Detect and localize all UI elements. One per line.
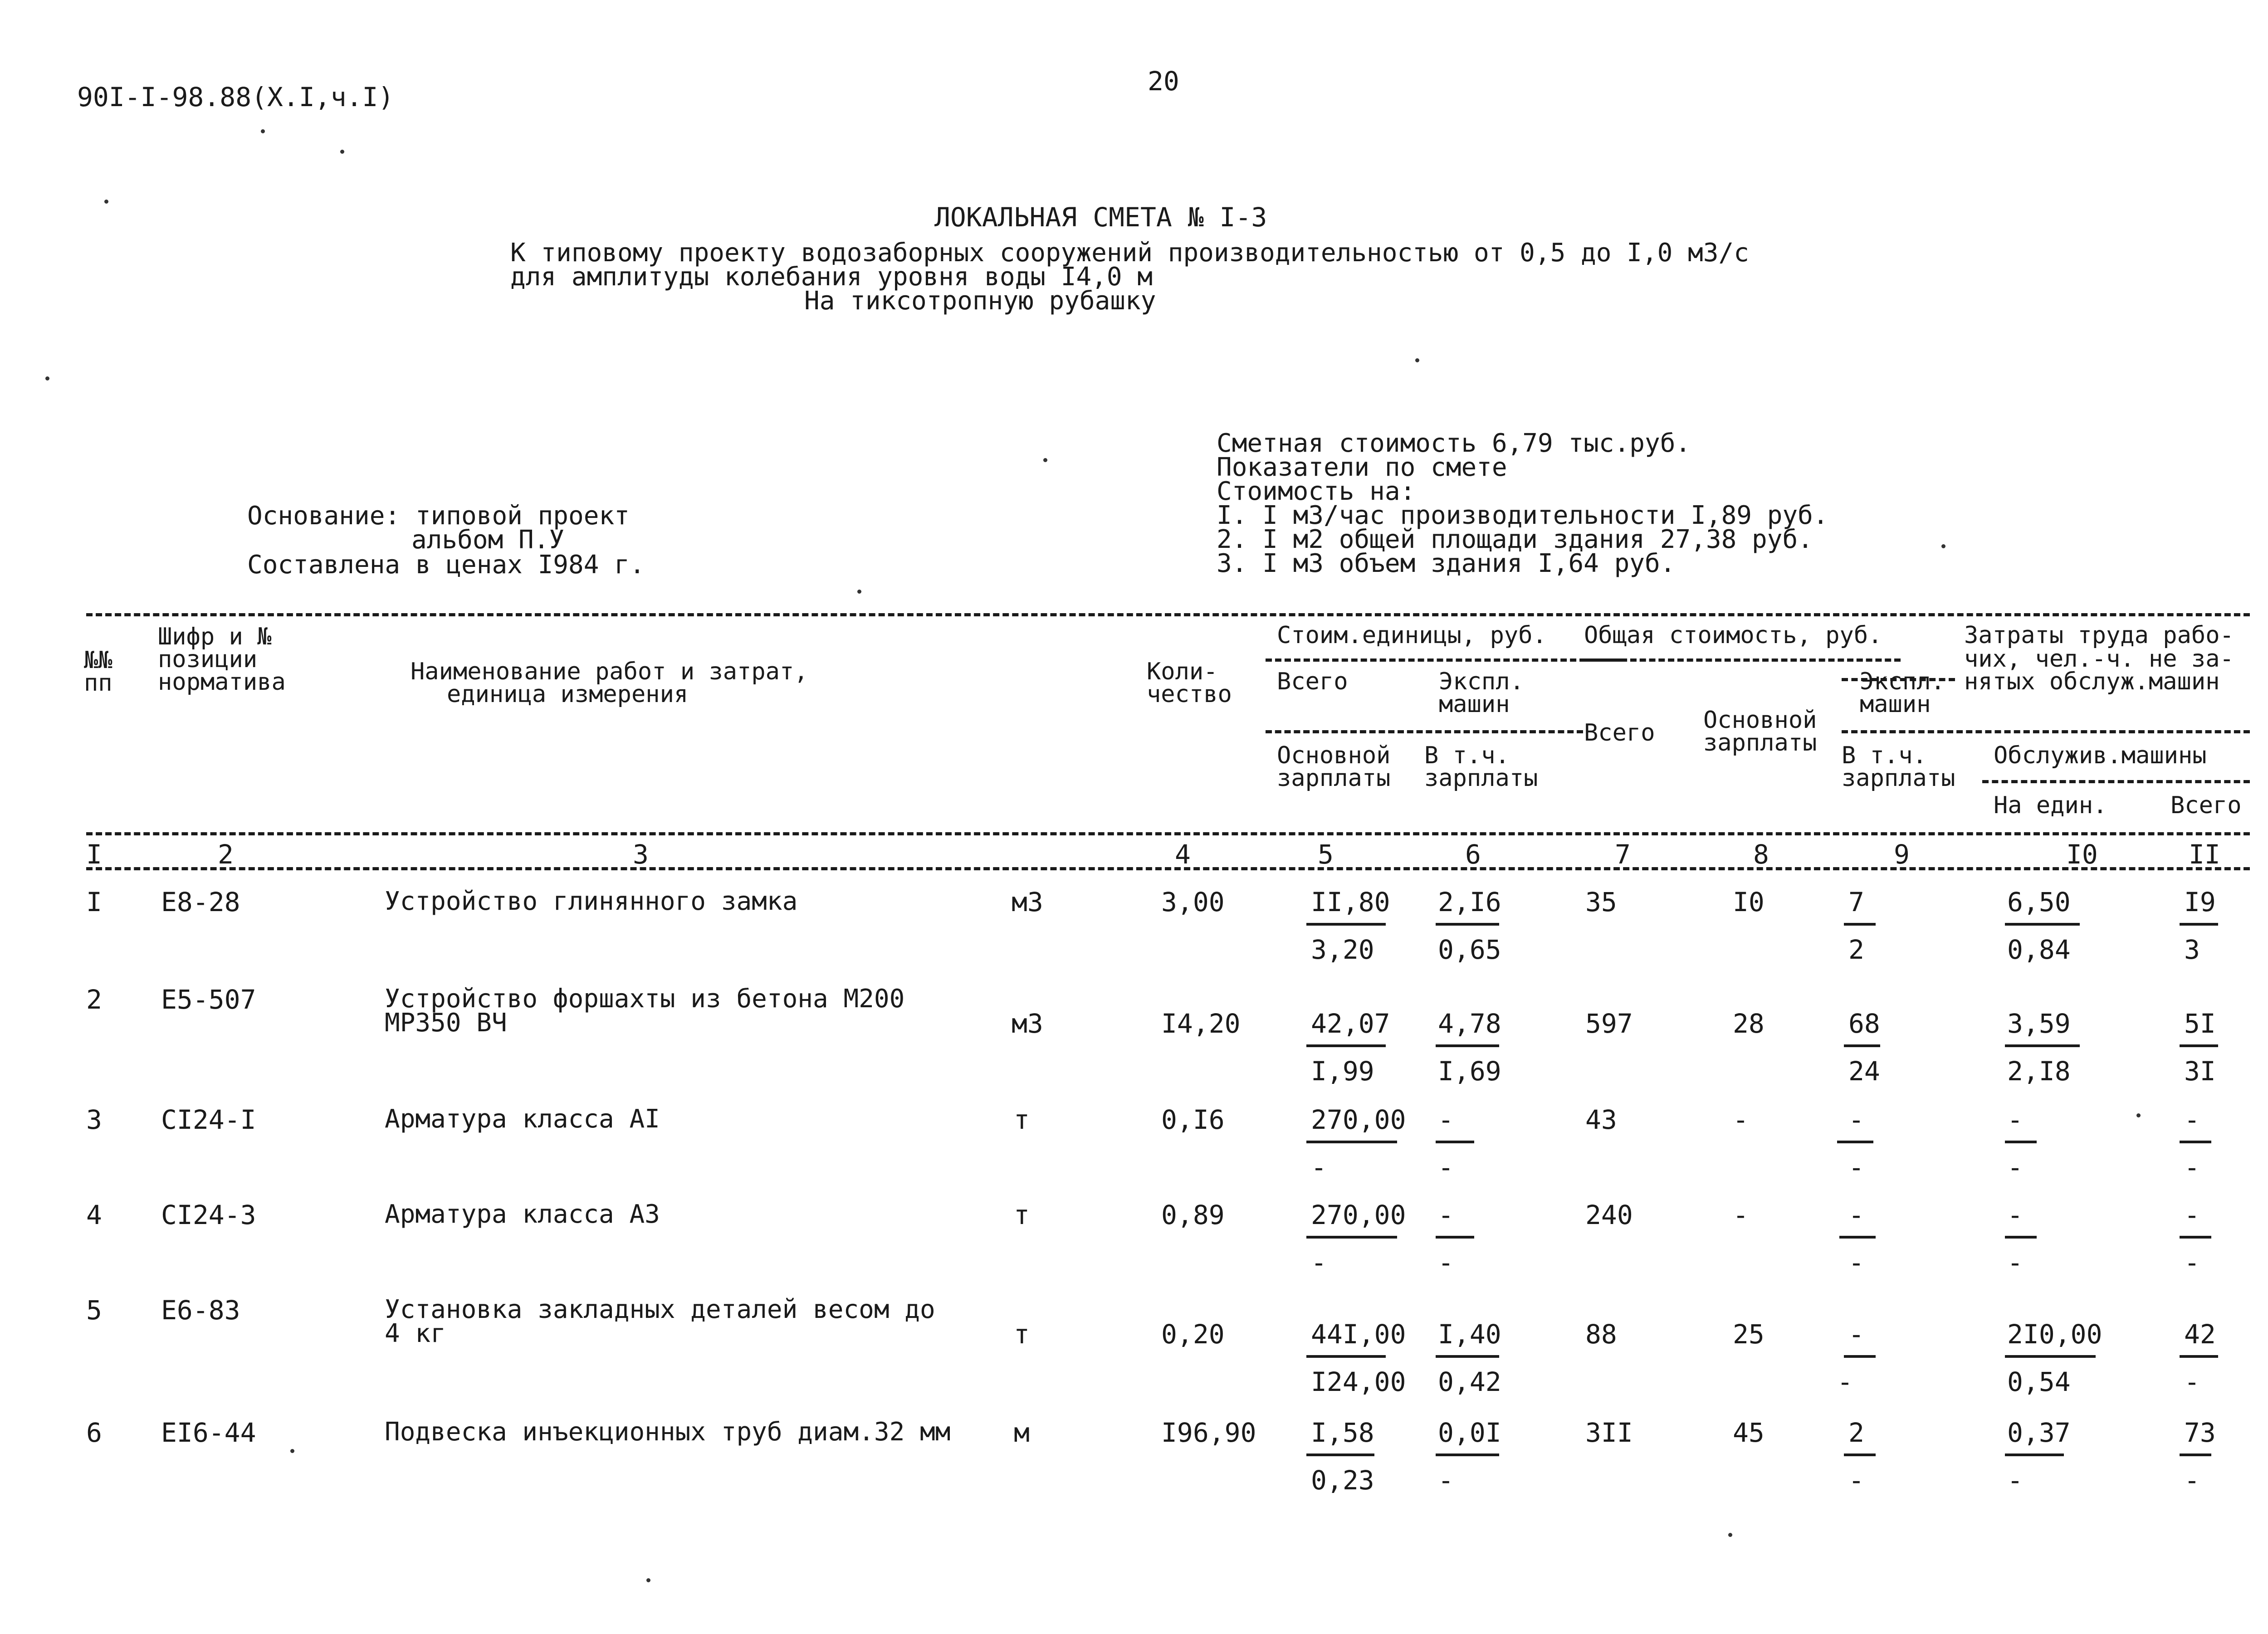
fraction-bar bbox=[2180, 1044, 2218, 1047]
fraction-bar bbox=[2180, 1355, 2218, 1358]
total-salary: I0 bbox=[1733, 887, 1765, 917]
labor-total-machines: 3 bbox=[2184, 934, 2200, 965]
header-unit-incl-2: зарплаты bbox=[1424, 765, 1538, 792]
labor-total-machines: 3I bbox=[2184, 1056, 2216, 1087]
scan-speck bbox=[45, 376, 49, 380]
labor-total-machines: - bbox=[2184, 1465, 2200, 1496]
fraction-bar bbox=[1436, 923, 1499, 926]
header-code-1: Шифр и № bbox=[158, 623, 272, 650]
header-total-cost: Общая стоимость, руб. bbox=[1584, 622, 1882, 649]
row-number: 5 bbox=[86, 1295, 102, 1326]
row-unit: т bbox=[1014, 1319, 1030, 1350]
total-cost: 240 bbox=[1585, 1200, 1633, 1230]
fraction-bar bbox=[1844, 1044, 1880, 1047]
fraction-bar bbox=[2005, 1454, 2064, 1456]
header-name-1: Наименование работ и затрат, bbox=[411, 658, 808, 685]
header-qty-1: Коли- bbox=[1147, 658, 1218, 685]
row-name: Устройство форшахты из бетона М200 bbox=[385, 984, 905, 1014]
header-unit-salary-1: Основной bbox=[1277, 742, 1391, 769]
colnum-5: 5 bbox=[1318, 839, 1334, 870]
unit-cost-machines: 2,I6 bbox=[1438, 887, 1501, 917]
row-qty: 3,00 bbox=[1161, 887, 1225, 917]
unit-cost-salary: - bbox=[1311, 1152, 1327, 1183]
labor-total: 73 bbox=[2184, 1417, 2216, 1448]
total-cost: 88 bbox=[1585, 1319, 1617, 1350]
header-name-2: единица измерения bbox=[447, 681, 689, 708]
labor-serv-rule bbox=[1982, 780, 2250, 783]
fraction-bar bbox=[1844, 1454, 1876, 1456]
total-machines: 2 bbox=[1848, 1417, 1864, 1448]
row-qty: 0,89 bbox=[1161, 1200, 1225, 1230]
labor-total-machines: - bbox=[2184, 1247, 2200, 1278]
header-num-1: №№ bbox=[84, 647, 112, 674]
scan-speck bbox=[290, 1449, 294, 1453]
labor-per-unit: 0,37 bbox=[2007, 1417, 2071, 1448]
row-name: Арматура класса А3 bbox=[385, 1200, 660, 1229]
labor-total: - bbox=[2184, 1200, 2200, 1230]
row-name: Установка закладных деталей весом до bbox=[385, 1295, 935, 1324]
header-total-mach-2: машин bbox=[1860, 691, 1931, 718]
header-total-salary-1: Основной bbox=[1703, 707, 1817, 734]
fraction-bar bbox=[1436, 1044, 1499, 1047]
header-qty-2: чество bbox=[1147, 681, 1232, 708]
header-total-mach-1: Экспл. bbox=[1860, 668, 1945, 695]
header-labor-2: чих, чел.-ч. не за- bbox=[1964, 645, 2234, 673]
unit-cost-machines: - bbox=[1438, 1200, 1454, 1230]
total-cost: 35 bbox=[1585, 887, 1617, 917]
fraction-bar bbox=[1436, 1355, 1499, 1358]
cost-per-area: 2. I м2 общей площади здания 27,38 руб. bbox=[1217, 525, 1813, 554]
total-machines-salary: - bbox=[1837, 1366, 1853, 1397]
colnum-rule bbox=[86, 867, 2250, 870]
row-code: Е8-28 bbox=[161, 887, 240, 917]
scan-speck bbox=[857, 590, 861, 594]
row-number: 4 bbox=[86, 1200, 102, 1230]
project-line: К типовому проекту водозаборных сооружений производительностью от 0,5 до I,0 м3/с bbox=[510, 238, 1749, 268]
total-cost-rule bbox=[1583, 658, 1901, 662]
row-unit: т bbox=[1014, 1200, 1030, 1230]
total-machines-salary: - bbox=[1848, 1152, 1864, 1183]
unit-cost-total: II,80 bbox=[1311, 887, 1390, 917]
fraction-bar bbox=[2005, 1044, 2080, 1047]
fraction-bar bbox=[2005, 923, 2080, 926]
fraction-bar bbox=[1839, 1236, 1876, 1239]
unit-cost-machines: - bbox=[1438, 1104, 1454, 1135]
total-machines-salary: - bbox=[1848, 1465, 1864, 1496]
header-code-3: норматива bbox=[158, 668, 286, 696]
estimate-heading: ЛОКАЛЬНАЯ СМЕТА № I-3 bbox=[934, 202, 1267, 233]
fraction-bar bbox=[1844, 923, 1876, 926]
fraction-bar bbox=[2005, 1141, 2037, 1143]
scan-speck bbox=[1941, 544, 1945, 548]
colnum-3: 3 bbox=[633, 839, 649, 870]
total-machines: 68 bbox=[1848, 1008, 1880, 1039]
row-name-cont: МР350 ВЧ bbox=[385, 1008, 507, 1038]
total-machines: - bbox=[1848, 1319, 1864, 1350]
total-cost: 3II bbox=[1585, 1417, 1633, 1448]
total-salary: 28 bbox=[1733, 1008, 1765, 1039]
labor-per-unit-machines: - bbox=[2007, 1247, 2023, 1278]
fraction-bar bbox=[1837, 1141, 1873, 1143]
unit-cost-machines-salary: I,69 bbox=[1438, 1056, 1501, 1087]
header-total-incl-2: зарплаты bbox=[1842, 765, 1955, 792]
row-code: ЕI6-44 bbox=[161, 1417, 256, 1448]
scan-speck bbox=[2136, 1113, 2141, 1117]
fraction-bar bbox=[1306, 1236, 1397, 1239]
unit-cost-rule bbox=[1266, 658, 1624, 662]
fraction-bar bbox=[1306, 1141, 1397, 1143]
unit-cost-total: 42,07 bbox=[1311, 1008, 1390, 1039]
row-number: 6 bbox=[86, 1417, 102, 1448]
row-name: Устройство глинянного замка bbox=[385, 887, 798, 916]
labor-per-unit: - bbox=[2007, 1200, 2023, 1230]
fraction-bar bbox=[2005, 1355, 2096, 1358]
header-bottom-rule bbox=[86, 832, 2250, 835]
total-machines-salary: 24 bbox=[1848, 1056, 1880, 1087]
labor-per-unit-machines: 0,54 bbox=[2007, 1366, 2071, 1397]
header-total-all: Всего bbox=[1584, 719, 1655, 746]
total-machines: 7 bbox=[1848, 887, 1864, 917]
row-code: Е5-507 bbox=[161, 984, 256, 1015]
row-code: СI24-3 bbox=[161, 1200, 256, 1230]
cost-per-label: Стоимость на: bbox=[1217, 477, 1416, 506]
row-qty: 0,I6 bbox=[1161, 1104, 1225, 1135]
colnum-1: I bbox=[86, 839, 102, 870]
album-line: альбом П.У bbox=[411, 525, 565, 555]
row-qty: I96,90 bbox=[1161, 1417, 1256, 1448]
fraction-bar bbox=[1306, 1044, 1386, 1047]
row-name: Арматура класса АI bbox=[385, 1104, 660, 1134]
row-unit: м bbox=[1014, 1417, 1030, 1448]
unit-cost-total: 44I,00 bbox=[1311, 1319, 1406, 1350]
labor-total: - bbox=[2184, 1104, 2200, 1135]
colnum-2: 2 bbox=[218, 839, 234, 870]
scan-speck bbox=[1728, 1533, 1732, 1537]
header-unit-cost: Стоим.единицы, руб. bbox=[1277, 622, 1547, 649]
total-machines: - bbox=[1848, 1200, 1864, 1230]
scan-speck bbox=[340, 150, 344, 154]
labor-per-unit: 2I0,00 bbox=[2007, 1319, 2102, 1350]
scan-speck bbox=[646, 1578, 650, 1582]
header-labor-1: Затраты труда рабо- bbox=[1964, 622, 2234, 649]
row-unit: т bbox=[1014, 1104, 1030, 1135]
colnum-7: 7 bbox=[1615, 839, 1631, 870]
labor-total: 42 bbox=[2184, 1319, 2216, 1350]
header-labor-serv: Обслужив.машины bbox=[1994, 742, 2207, 769]
unit-cost-machines-salary: - bbox=[1438, 1247, 1454, 1278]
prices-line: Составлена в ценах I984 г. bbox=[247, 550, 645, 580]
unit-cost-machines: 4,78 bbox=[1438, 1008, 1501, 1039]
header-unit-mach-1: Экспл. bbox=[1439, 668, 1524, 695]
row-number: I bbox=[86, 887, 102, 917]
unit-cost-salary: 3,20 bbox=[1311, 934, 1374, 965]
colnum-4: 4 bbox=[1175, 839, 1191, 870]
colnum-10: I0 bbox=[2066, 839, 2098, 870]
fraction-bar bbox=[1306, 923, 1386, 926]
header-labor-3: нятых обслуж.машин bbox=[1964, 668, 2220, 695]
fraction-bar bbox=[1436, 1236, 1474, 1239]
labor-total-machines: - bbox=[2184, 1152, 2200, 1183]
row-unit: м3 bbox=[1012, 1008, 1043, 1039]
labor-total: 5I bbox=[2184, 1008, 2216, 1039]
table-top-rule bbox=[86, 613, 2250, 616]
row-qty: 0,20 bbox=[1161, 1319, 1225, 1350]
header-unit-incl-1: В т.ч. bbox=[1424, 742, 1510, 769]
estimated-cost: Сметная стоимость 6,79 тыс.руб. bbox=[1217, 429, 1691, 458]
fraction-bar bbox=[2005, 1236, 2037, 1239]
labor-per-unit: 6,50 bbox=[2007, 887, 2071, 917]
labor-per-unit: - bbox=[2007, 1104, 2023, 1135]
header-num-2: пп bbox=[84, 669, 112, 697]
row-unit: м3 bbox=[1012, 887, 1043, 917]
fraction-bar bbox=[1844, 1355, 1876, 1358]
total-salary: 45 bbox=[1733, 1417, 1765, 1448]
fraction-bar bbox=[2180, 1236, 2211, 1239]
fraction-bar bbox=[1436, 1141, 1474, 1143]
unit-cost-machines-salary: 0,65 bbox=[1438, 934, 1501, 965]
row-number: 3 bbox=[86, 1104, 102, 1135]
header-labor-unit: На един. bbox=[1994, 792, 2107, 819]
document-code: 90I-I-98.88(Х.I,ч.I) bbox=[77, 82, 394, 112]
unit-cost-salary: 0,23 bbox=[1311, 1465, 1374, 1496]
fraction-bar bbox=[1306, 1355, 1386, 1358]
header-code-2: позиции bbox=[158, 646, 258, 673]
cost-per-volume: 3. I м3 объем здания I,64 руб. bbox=[1217, 549, 1676, 578]
unit-cost-machines-salary: 0,42 bbox=[1438, 1366, 1501, 1397]
row-code: Е6-83 bbox=[161, 1295, 240, 1326]
unit-cost-salary: I,99 bbox=[1311, 1056, 1374, 1087]
header-labor-total: Всего bbox=[2170, 792, 2242, 819]
object-line: На тиксотропную рубашку bbox=[804, 286, 1156, 316]
header-unit-mach-2: машин bbox=[1439, 691, 1510, 718]
header-total-salary-2: зарплаты bbox=[1703, 729, 1817, 756]
row-name-cont: 4 кг bbox=[385, 1319, 446, 1348]
unit-cost-machines: I,40 bbox=[1438, 1319, 1501, 1350]
header-unit-total: Всего bbox=[1277, 668, 1348, 695]
amplitude-line: для амплитуды колебания уровня воды I4,0 м bbox=[510, 262, 1153, 292]
cost-per-capacity: I. I м3/час производительности I,89 руб. bbox=[1217, 501, 1828, 530]
row-name: Подвеска инъекционных труб диам.32 мм bbox=[385, 1417, 951, 1447]
labor-per-unit: 3,59 bbox=[2007, 1008, 2071, 1039]
total-salary: - bbox=[1733, 1200, 1749, 1230]
total-machines-salary: - bbox=[1848, 1247, 1864, 1278]
unit-cost-total: 270,00 bbox=[1311, 1200, 1406, 1230]
basis-line: Основание: типовой проект bbox=[247, 501, 630, 531]
colnum-6: 6 bbox=[1465, 839, 1481, 870]
labor-total-machines: - bbox=[2184, 1366, 2200, 1397]
scan-speck bbox=[1043, 458, 1047, 462]
scan-speck bbox=[104, 200, 108, 204]
labor-total: I9 bbox=[2184, 887, 2216, 917]
header-total-incl-1: В т.ч. bbox=[1842, 742, 1927, 769]
indicators-label: Показатели по смете bbox=[1217, 453, 1507, 482]
labor-per-unit-machines: - bbox=[2007, 1152, 2023, 1183]
total-machines-salary: 2 bbox=[1848, 934, 1864, 965]
total-machines: - bbox=[1848, 1104, 1864, 1135]
fraction-bar bbox=[1436, 1454, 1499, 1456]
header-unit-salary-2: зарплаты bbox=[1277, 765, 1391, 792]
total-salary: - bbox=[1733, 1104, 1749, 1135]
scan-speck bbox=[1415, 358, 1419, 362]
colnum-11: II bbox=[2189, 839, 2220, 870]
fraction-bar bbox=[2180, 923, 2218, 926]
unit-subcol-rule bbox=[1266, 730, 1583, 733]
colnum-9: 9 bbox=[1894, 839, 1910, 870]
scan-speck bbox=[261, 129, 265, 133]
labor-per-unit-machines: 0,84 bbox=[2007, 934, 2071, 965]
colnum-8: 8 bbox=[1753, 839, 1769, 870]
row-code: СI24-I bbox=[161, 1104, 256, 1135]
unit-cost-salary: - bbox=[1311, 1247, 1327, 1278]
fraction-bar bbox=[2180, 1454, 2211, 1456]
total-cost: 43 bbox=[1585, 1104, 1617, 1135]
labor-per-unit-machines: - bbox=[2007, 1465, 2023, 1496]
row-number: 2 bbox=[86, 984, 102, 1015]
page-number: 20 bbox=[1148, 66, 1179, 97]
total-cost: 597 bbox=[1585, 1008, 1633, 1039]
unit-cost-salary: I24,00 bbox=[1311, 1366, 1406, 1397]
labor-per-unit-machines: 2,I8 bbox=[2007, 1056, 2071, 1087]
unit-cost-machines: 0,0I bbox=[1438, 1417, 1501, 1448]
unit-cost-machines-salary: - bbox=[1438, 1465, 1454, 1496]
unit-cost-machines-salary: - bbox=[1438, 1152, 1454, 1183]
labor-rule-2 bbox=[1842, 730, 2250, 733]
fraction-bar bbox=[1306, 1454, 1374, 1456]
row-qty: I4,20 bbox=[1161, 1008, 1241, 1039]
unit-cost-total: 270,00 bbox=[1311, 1104, 1406, 1135]
unit-cost-total: I,58 bbox=[1311, 1417, 1374, 1448]
total-salary: 25 bbox=[1733, 1319, 1765, 1350]
fraction-bar bbox=[2180, 1141, 2211, 1143]
